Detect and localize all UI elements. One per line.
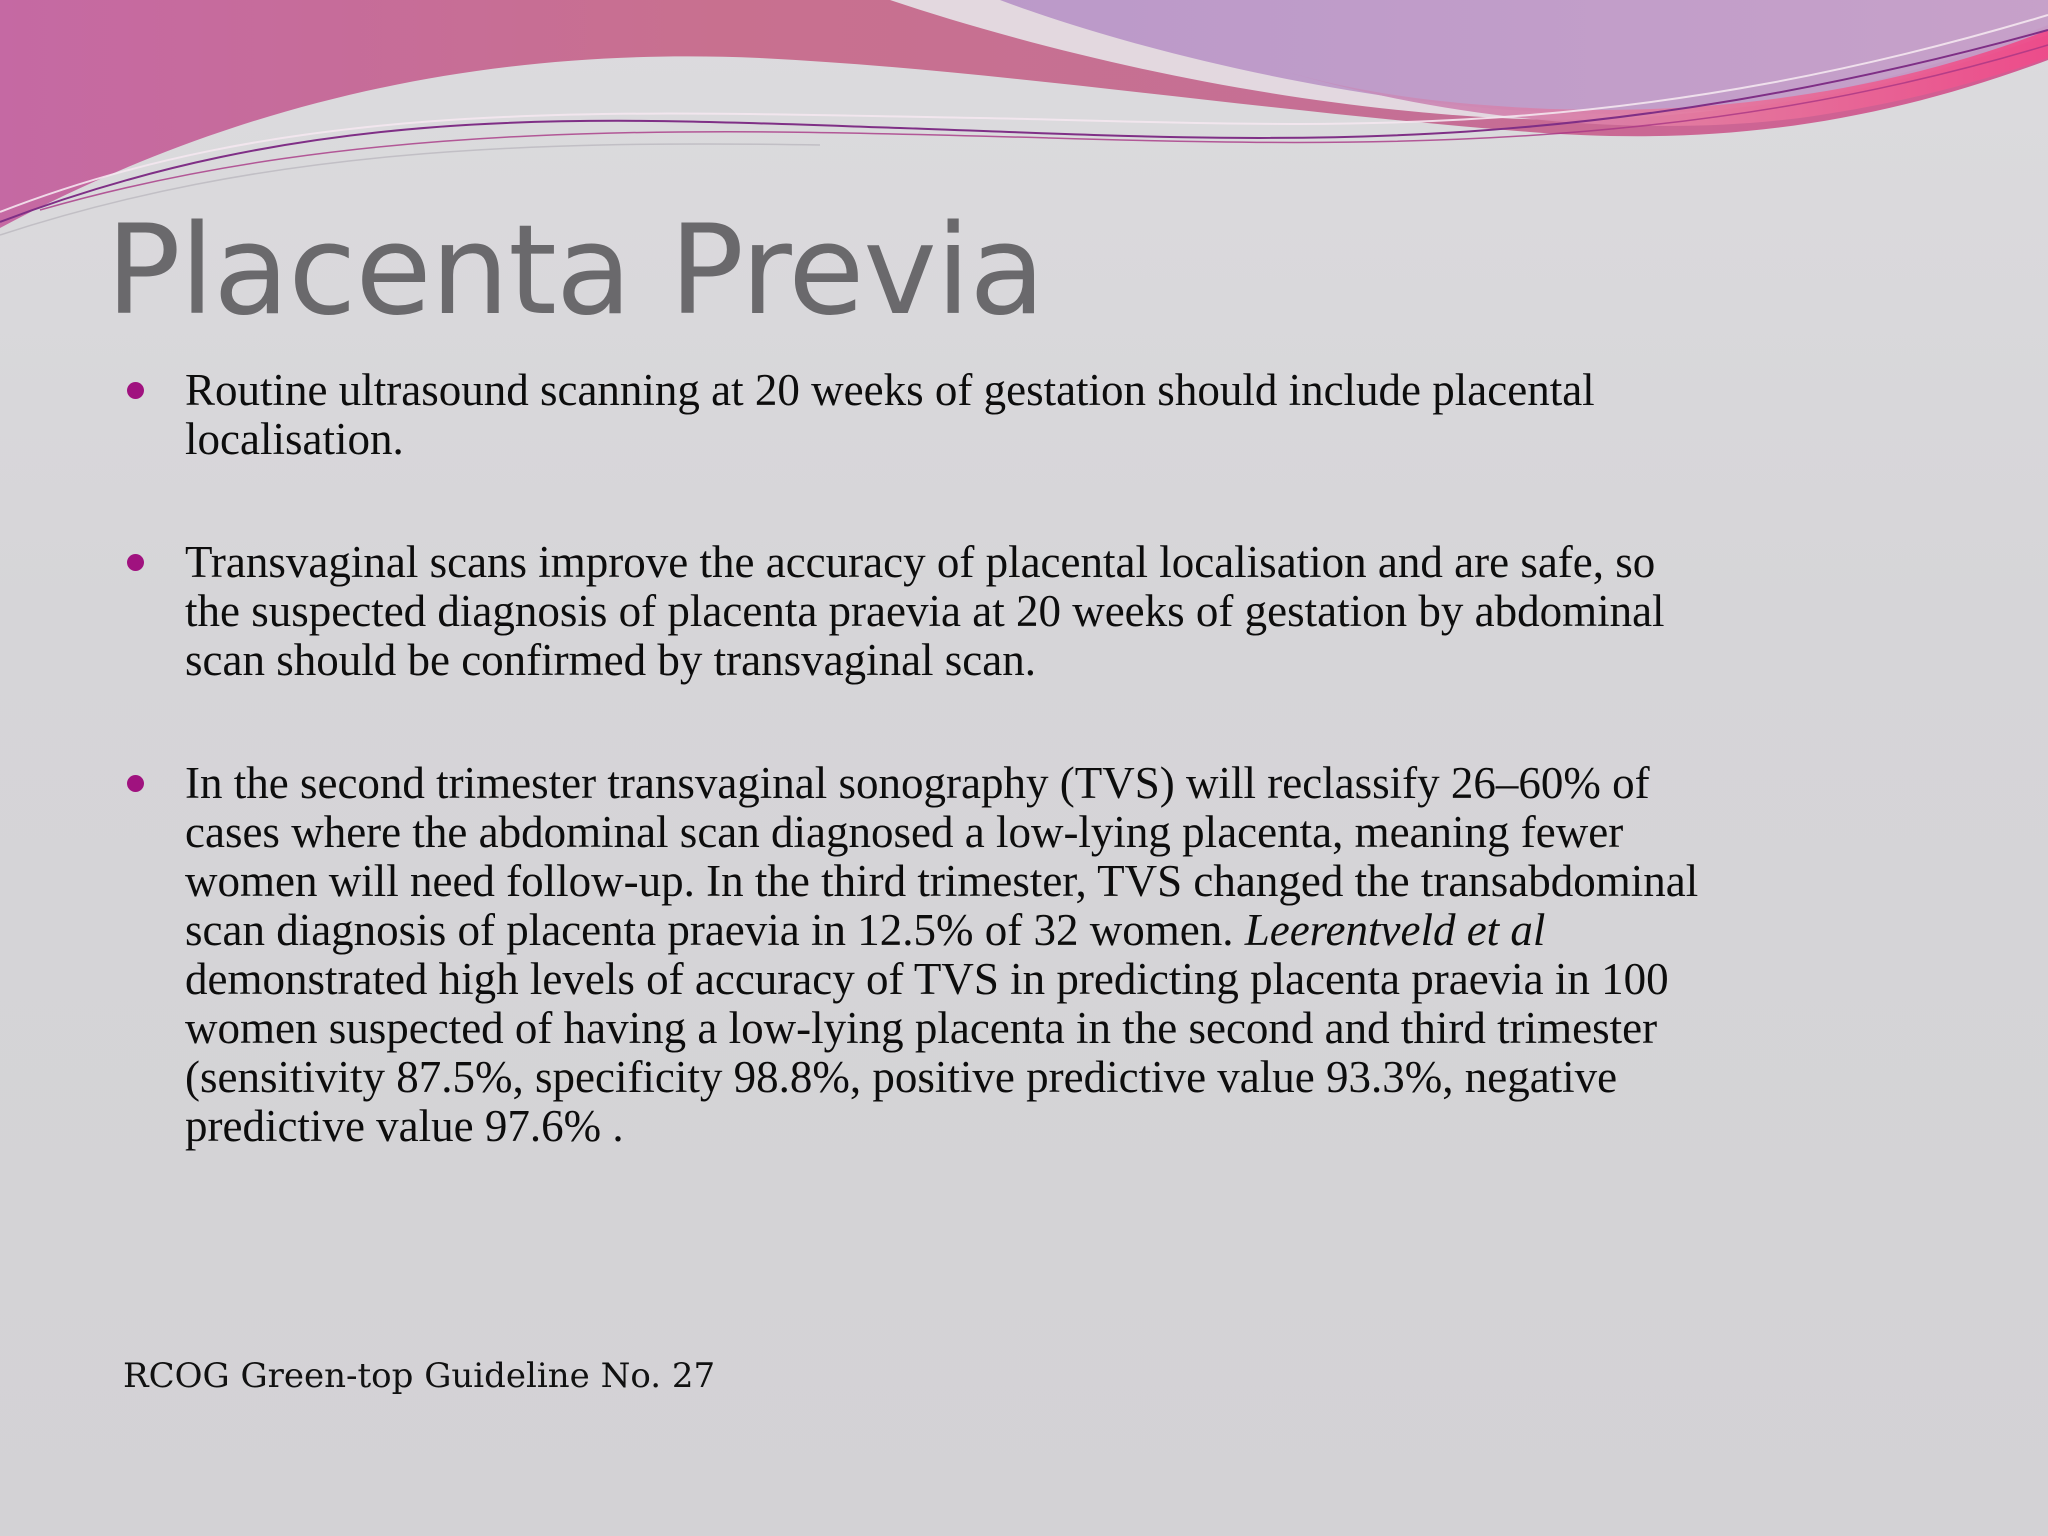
citation-author: Leerentveld et al: [1244, 905, 1546, 955]
bullet-text: Transvaginal scans improve the accuracy of placental localisation and are safe, so the suspected diagnosis of placenta praevia at 20 weeks of gestation by abdominal scan should be confirmed by transvaginal scan.: [185, 537, 1665, 685]
bullet-list: [124, 366, 1924, 1151]
bullet-dot-icon: [127, 382, 144, 399]
bullet-item: [124, 759, 1924, 1151]
bullet-dot-icon: [127, 554, 144, 571]
bullet-dot-icon: [127, 775, 144, 792]
bullet-text-part: In the second trimester transvaginal sonography (TVS) will reclassify 26–60% of cases where the abdominal scan diagnosed a low-lying placenta, meaning fewer women will need follow-up. In the third trimester, TVS changed the transabdominal scan diagnosis of placenta praevia in 12.5% of 32 women.: [185, 758, 1699, 955]
bullet-item: [124, 366, 1924, 464]
bullet-text: Routine ultrasound scanning at 20 weeks of gestation should include placental localisation.: [185, 365, 1595, 464]
source-citation: RCOG Green-top Guideline No. 27: [123, 1356, 716, 1396]
slide-title: Placenta Previa: [106, 199, 1045, 343]
bullet-text-part: demonstrated high levels of accuracy of TVS in predicting placenta praevia in 100 women suspected of having a low-lying placenta in the second and third trimester (sensitivity 87.5%, specificity 98.8%, positive predictive value 93.3%, negative predictive value 97.6% .: [185, 954, 1669, 1151]
bullet-item: [124, 538, 1924, 685]
bullet-text: [185, 759, 1924, 1151]
